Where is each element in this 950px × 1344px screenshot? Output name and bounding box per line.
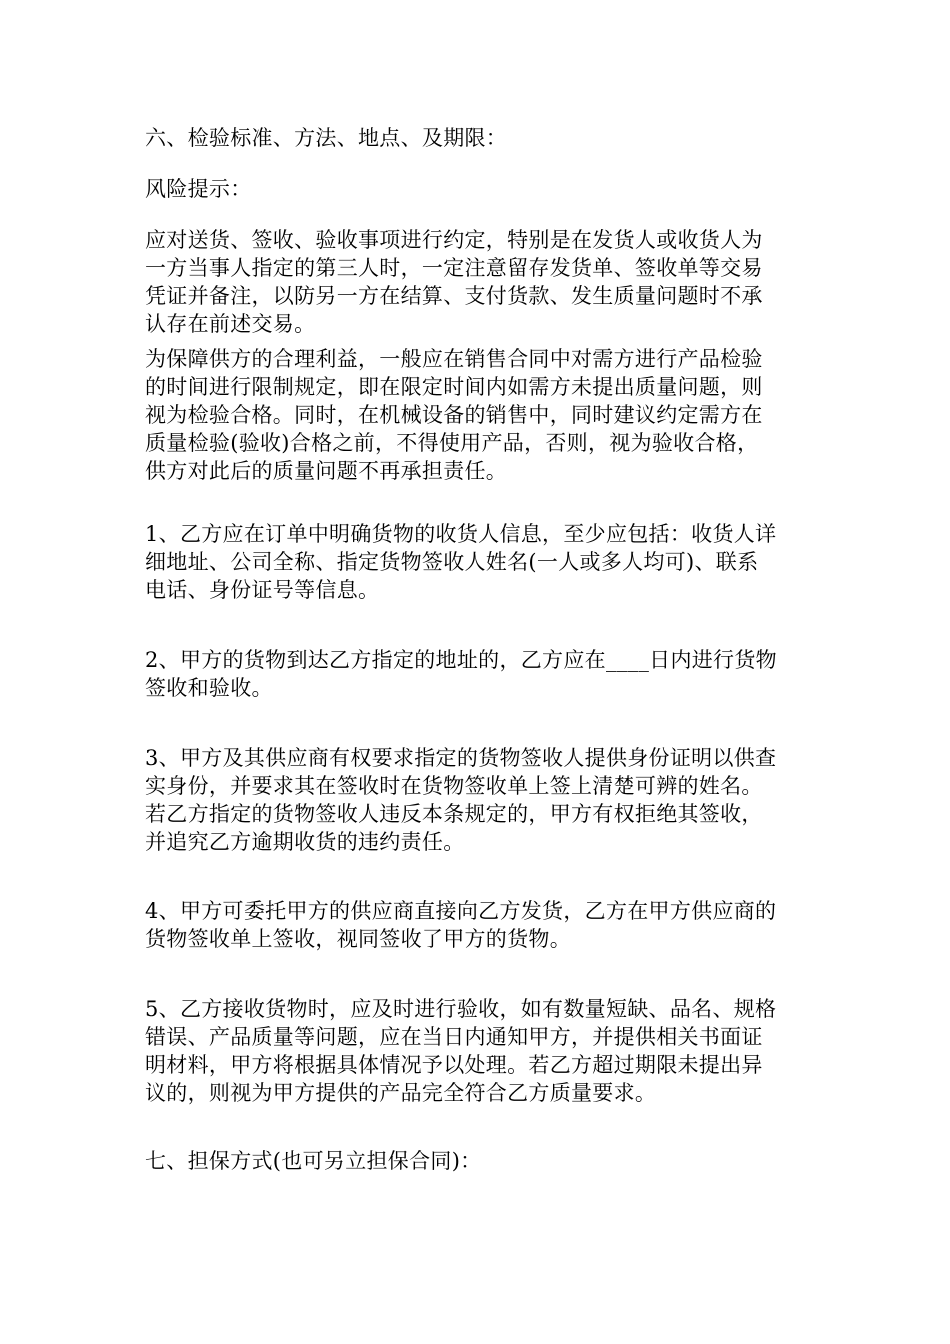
text-line: 为保障供方的合理利益，一般应在销售合同中对需方进行产品检验 (145, 347, 763, 371)
text-line: 并追究乙方逾期收货的违约责任。 (145, 830, 465, 854)
risk-label (145, 175, 813, 203)
clause-2 (145, 646, 813, 702)
text-line: 视为检验合格。同时，在机械设备的销售中，同时建议约定需方在 (145, 403, 763, 427)
text-line: 凭证并备注，以防另一方在结算、支付货款、发生质量问题时不承 (145, 284, 763, 308)
text-line: 一方当事人指定的第三人时，一定注意留存发货单、签收单等交易 (145, 256, 763, 280)
text-line: 1、乙方应在订单中明确货物的收货人信息，至少应包括：收货人详 (145, 522, 777, 546)
risk-paragraph-2 (145, 345, 813, 485)
clause-1 (145, 520, 813, 604)
section-seven-heading (145, 1147, 813, 1175)
text-line: 4、甲方可委托甲方的供应商直接向乙方发货，乙方在甲方供应商的 (145, 899, 777, 923)
text-line: 六、检验标准、方法、地点、及期限： (145, 126, 508, 150)
text-line: 应对送货、签收、验收事项进行约定，特别是在发货人或收货人为 (145, 228, 763, 252)
text-line: 质量检验(验收)合格之前，不得使用产品，否则，视为验收合格， (145, 431, 759, 455)
text-line: 供方对此后的质量问题不再承担责任。 (145, 459, 508, 483)
text-line: 认存在前述交易。 (145, 312, 316, 336)
text-line: 2、甲方的货物到达乙方指定的地址的，乙方应在____日内进行货物 (145, 648, 777, 672)
clause-4 (145, 897, 813, 953)
text-line: 电话、身份证号等信息。 (145, 578, 380, 602)
text-line: 议的，则视为甲方提供的产品完全符合乙方质量要求。 (145, 1081, 657, 1105)
text-line: 错误、产品质量等问题，应在当日内通知甲方，并提供相关书面证 (145, 1025, 763, 1049)
text-line: 风险提示： (145, 177, 252, 201)
text-line: 七、担保方式(也可另立担保合同)： (145, 1149, 482, 1173)
clause-5 (145, 995, 813, 1107)
risk-paragraph-1 (145, 226, 813, 338)
text-line: 3、甲方及其供应商有权要求指定的货物签收人提供身份证明以供查 (145, 746, 777, 770)
clause-3 (145, 744, 813, 856)
text-line: 若乙方指定的货物签收人违反本条规定的，甲方有权拒绝其签收， (145, 802, 763, 826)
text-line: 货物签收单上签收，视同签收了甲方的货物。 (145, 927, 571, 951)
text-line: 的时间进行限制规定，即在限定时间内如需方未提出质量问题，则 (145, 375, 763, 399)
text-line: 明材料，甲方将根据具体情况予以处理。若乙方超过期限未提出异 (145, 1053, 763, 1077)
text-line: 细地址、公司全称、指定货物签收人姓名(一人或多人均可)、联系 (145, 550, 759, 574)
section-six-heading (145, 124, 813, 152)
text-line: 5、乙方接收货物时，应及时进行验收，如有数量短缺、品名、规格 (145, 997, 777, 1021)
text-line: 实身份，并要求其在签收时在货物签收单上签上清楚可辨的姓名。 (145, 774, 763, 798)
text-line: 签收和验收。 (145, 676, 273, 700)
